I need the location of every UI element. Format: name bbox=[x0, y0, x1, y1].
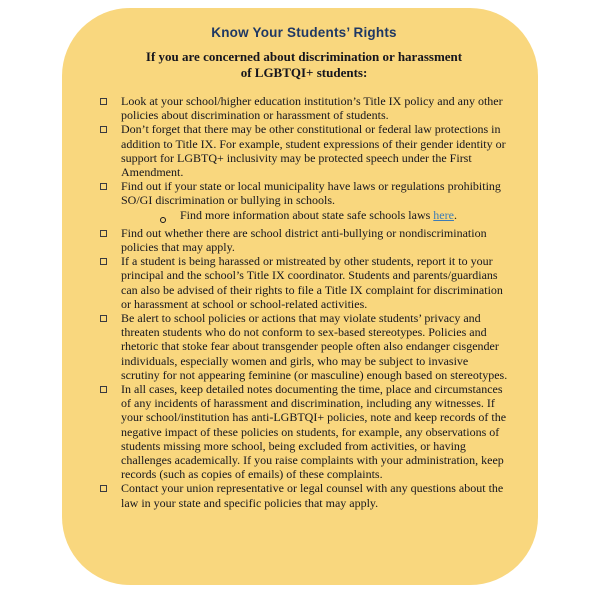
square-bullet-icon bbox=[100, 183, 107, 190]
list-item bbox=[100, 122, 508, 179]
sub-list-item-text bbox=[180, 208, 508, 222]
list-item-text: Be alert to school policies or actions that may violate students’ privacy and threaten students who do not conform to sex-based stereotypes. Policies and rhetoric that stoke fear about transgender people often also endanger cisgender individuals, especially women and girls, who may be subject to invasive scrutiny for not appearing feminine (or masculine) enough based on stereotypes. bbox=[121, 311, 508, 382]
subtitle-line-1: If you are concerned about discrimination or harassment bbox=[145, 49, 463, 64]
list-item-text: Find out if your state or local municipality have laws or regulations prohibiting SO/GI discrimination or bullying in schools. bbox=[121, 179, 501, 208]
list-item bbox=[100, 382, 508, 481]
sub-item-suffix: . bbox=[453, 207, 457, 222]
subtitle-line-2: of LGBTQI+ students: bbox=[240, 64, 368, 80]
list-item-text: Find out whether there are school district anti-bullying or nondiscrimination policies that may apply. bbox=[121, 225, 487, 255]
square-bullet-icon bbox=[100, 230, 107, 237]
list-item-text: Don’t forget that there may be other constitutional or federal law protections in addition to Title IX. For example, student expressions of their gender identity or support for LGBTQ+ inclusivity may be protected speech under the First Amendment. bbox=[121, 122, 506, 180]
sub-list-item bbox=[158, 208, 508, 226]
square-bullet-icon bbox=[100, 485, 107, 492]
list-item bbox=[100, 481, 508, 509]
square-bullet-icon bbox=[100, 98, 107, 105]
square-bullet-icon bbox=[100, 386, 107, 393]
square-bullet-icon bbox=[100, 126, 107, 133]
rights-checklist bbox=[100, 94, 508, 510]
state-safe-schools-laws-link[interactable]: here bbox=[433, 207, 454, 222]
list-item bbox=[100, 226, 508, 254]
page-title: Know Your Students’ Rights bbox=[211, 25, 397, 40]
square-bullet-icon bbox=[100, 315, 107, 322]
flyer-card bbox=[62, 8, 538, 585]
list-item-text: In all cases, keep detailed notes documenting the time, place and circumstances of any incidents of harassment and discrimination, including any witnesses. If your school/institution has anti-LGBTQI+ policies, note and keep records of the negative impact of these policies on students, for example, any observations of students missing more school, being excluded from activities, or having challenges academically. If you raise complaints with your administration, keep records (such as copies of emails) of these complaints. bbox=[121, 382, 507, 482]
list-item bbox=[100, 311, 508, 382]
list-item-text bbox=[121, 179, 508, 226]
list-item-text: Contact your union representative or legal counsel with any questions about the law in your state and specific policies that may apply. bbox=[121, 481, 504, 510]
square-bullet-icon bbox=[100, 258, 107, 265]
list-item-text: Look at your school/higher education institution’s Title IX policy and any other policies about discrimination or harassment of students. bbox=[121, 94, 503, 123]
sub-item-prefix: Find more information about state safe schools laws bbox=[180, 207, 434, 222]
list-item bbox=[100, 254, 508, 311]
subtitle bbox=[100, 49, 508, 80]
list-item-text: If a student is being harassed or mistreated by other students, report it to your principal and the school’s Title IX coordinator. Students and parents/guardians can also be advised of their rights to file a Title IX complaint for discrimination or harassment at school or school-related activities. bbox=[121, 254, 503, 311]
list-item bbox=[100, 179, 508, 226]
circle-bullet-icon bbox=[160, 217, 166, 223]
list-item bbox=[100, 94, 508, 122]
